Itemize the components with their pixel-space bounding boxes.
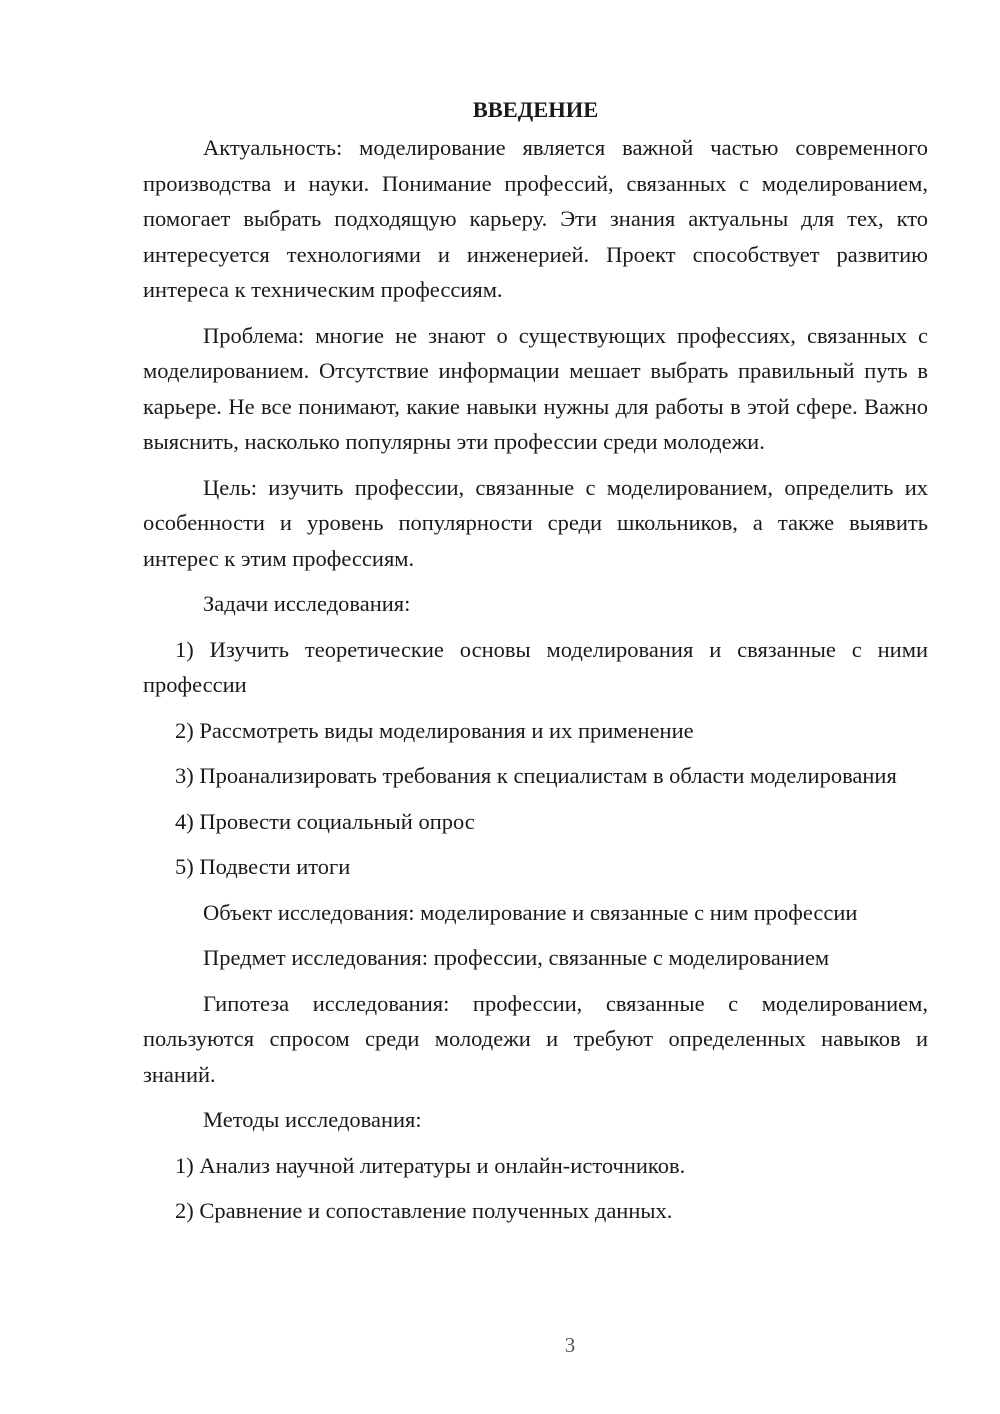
page-number: [70, 1333, 1000, 1358]
page-number-label: 3: [564, 1333, 576, 1357]
task-item-1: 1) Изучить теоретические основы моделирования и связанные с ними профессии: [143, 636, 928, 697]
document-page: [143, 96, 928, 1239]
section-title: ВВЕДЕНИЕ: [472, 97, 599, 122]
method-item-1: 1) Анализ научной литературы и онлайн-источников.: [175, 1152, 686, 1178]
task-item-3: 3) Проанализировать требования к специалистам в области моделирования: [175, 763, 897, 788]
relevance-paragraph: Актуальность: моделирование является важной частью современного производства и науки. Понимание профессий, связанных с моделированием, помогает выбрать подходящую карьеру. Эти знания актуальны для тех, кто интересуется технологиями и инженерией. Проект способствует развитию интереса к техническим профессиям.: [143, 135, 928, 302]
task-item-5: 5) Подвести итоги: [175, 854, 351, 879]
problem-paragraph: Проблема: многие не знают о существующих профессиях, связанных с моделированием. Отсутствие информации мешает выбрать правильный путь в карьере. Не все понимают, какие навыки нужны для работы в этой сфере. Важно выяснить, насколько популярны эти профессии среди молодежи.: [143, 322, 928, 454]
task-item-2: 2) Рассмотреть виды моделирования и их применение: [175, 717, 694, 743]
tasks-heading: Задачи исследования:: [203, 591, 411, 616]
hypothesis-paragraph: Гипотеза исследования: профессии, связанные с моделированием, пользуются спросом среди молодежи и требуют определенных навыков и знаний.: [143, 990, 928, 1087]
goal-paragraph: Цель: изучить профессии, связанные с моделированием, определить их особенности и уровень популярности среди школьников, а также выявить интерес к этим профессиям.: [143, 474, 928, 571]
research-subject: Предмет исследования: профессии, связанные с моделированием: [203, 945, 830, 970]
methods-heading: Методы исследования:: [203, 1107, 422, 1132]
research-object: Объект исследования: моделирование и связанные с ним профессии: [203, 899, 858, 925]
task-item-4: 4) Провести социальный опрос: [175, 808, 475, 834]
method-item-2: 2) Сравнение и сопоставление полученных данных.: [175, 1198, 673, 1223]
